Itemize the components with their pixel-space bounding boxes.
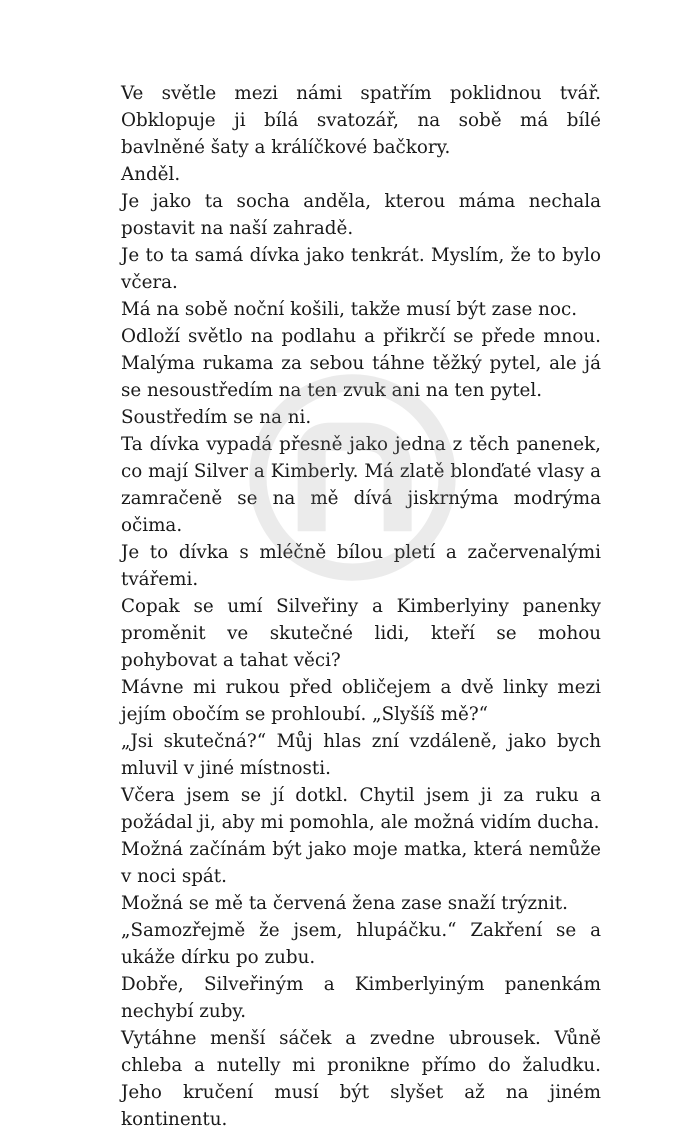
paragraph-3: Je jako ta socha anděla, kterou máma nechala postavit na naší zahradě.	[121, 191, 601, 239]
paragraph-11: Mávne mi rukou před obličejem a dvě linky mezi jejím obočím se prohloubí. „Slyšíš mě?“	[121, 677, 601, 725]
paragraph-7: Soustředím se na ni.	[121, 407, 312, 428]
paragraph-18: Vytáhne menší sáček a zvedne ubrousek. Vůně chleba a nutelly mi pronikne přímo do žaludku. Jeho kručení musí být slyšet až na jiném kontinentu.	[121, 1028, 601, 1130]
paragraph-15: Možná se mě ta červená žena zase snaží trýznit.	[121, 893, 568, 914]
paragraph-6: Odloží světlo na podlahu a přikrčí se přede mnou. Malýma rukama za sebou táhne těžký pytel, ale já se nesoustředím na ten zvuk ani na ten pytel.	[121, 326, 601, 401]
paragraph-17: Dobře, Silveřiným a Kimberlyiným panenkám nechybí zuby.	[121, 974, 601, 1022]
paragraph-14: Možná začínám být jako moje matka, která nemůže v noci spát.	[121, 839, 601, 887]
page-text	[121, 80, 601, 1133]
paragraph-16: „Samozřejmě že jsem, hlupáčku.“ Zakření se a ukáže dírku po zubu.	[121, 920, 601, 968]
paragraph-13: Včera jsem se jí dotkl. Chytil jsem ji za ruku a požádal ji, aby mi pomohla, ale možná vidím ducha.	[121, 785, 601, 833]
paragraph-8: Ta dívka vypadá přesně jako jedna z těch panenek, co mají Silver a Kimberly. Má zlatě blonďaté vlasy a zamračeně se na mě dívá jiskrnýma modrýma očima.	[121, 434, 601, 536]
paragraph-10: Copak se umí Silveřiny a Kimberlyiny panenky proměnit ve skutečné lidi, kteří se mohou pohybovat a tahat věci?	[121, 596, 601, 671]
paragraph-2: Anděl.	[121, 164, 181, 185]
paragraph-1: Ve světle mezi námi spatřím poklidnou tvář. Obklopuje ji bílá svatozář, na sobě má bílé bavlněné šaty a králíčkové bačkory.	[121, 83, 601, 158]
paragraph-12: „Jsi skutečná?“ Můj hlas zní vzdáleně, jako bych mluvil v jiné místnosti.	[121, 731, 601, 779]
paragraph-4: Je to ta samá dívka jako tenkrát. Myslím, že to bylo včera.	[121, 245, 601, 293]
paragraph-5: Má na sobě noční košili, takže musí být zase noc.	[121, 299, 578, 320]
paragraph-9: Je to dívka s mléčně bílou pletí a začervenalými tvářemi.	[121, 542, 601, 590]
